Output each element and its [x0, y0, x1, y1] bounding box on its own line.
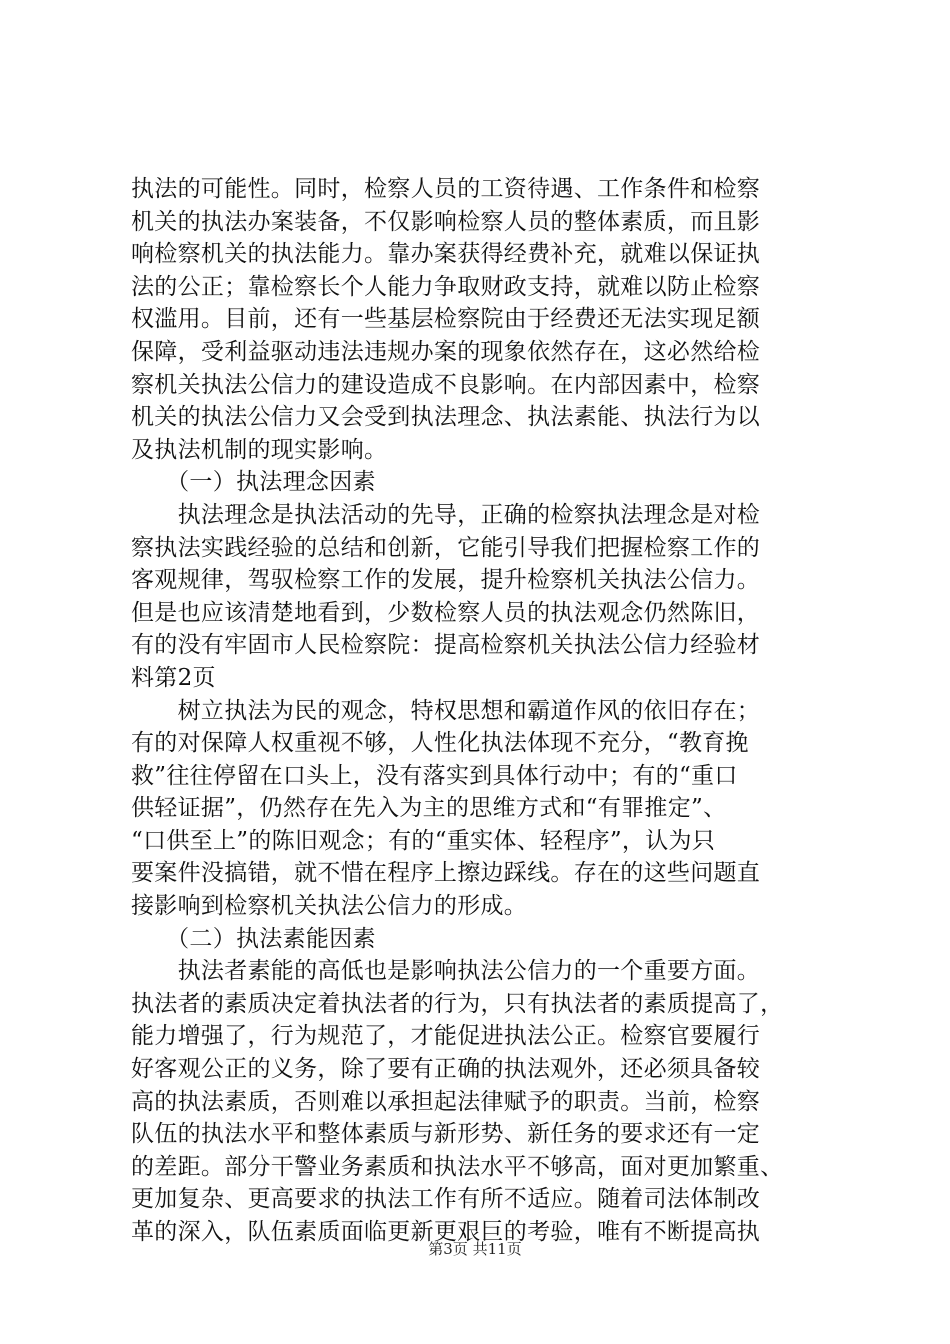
body-text [131, 173, 831, 1249]
text-line: 机关的执法办案装备，不仅影响检察人员的整体素质，而且影 [131, 208, 761, 235]
text-line: 有的对保障人权重视不够，人性化执法体现不充分，“教育挽 [131, 730, 749, 757]
text-line: （二）执法素能因素 [131, 925, 376, 952]
text-line: 革的深入，队伍素质面临更新更艰巨的考验，唯有不断提高执 [131, 1219, 761, 1245]
text-line: 接影响到检察机关执法公信力的形成。 [131, 893, 528, 920]
text-line: 的差距。部分干警业务素质和执法水平不够高，面对更加繁重、 [131, 1153, 784, 1180]
text-line: 有的没有牢固市人民检察院：提高检察机关执法公信力经验材 [131, 632, 761, 659]
text-line: “口供至上”的陈旧观念；有的“重实体、轻程序”，认为只 [131, 827, 716, 854]
text-line: 要案件没搞错，就不惜在程序上擦边踩线。存在的这些问题直 [131, 860, 761, 887]
text-line: 更加复杂、更高要求的执法工作有所不适应。随着司法体制改 [131, 1186, 761, 1213]
text-line: 树立执法为民的观念，特权思想和霸道作风的依旧存在； [131, 697, 761, 724]
text-line: 执法的可能性。同时，检察人员的工资待遇、工作条件和检察 [131, 176, 761, 202]
page-footer: 第3页 共11页 [428, 1240, 522, 1258]
text-line: 能力增强了，行为规范了，才能促进执法公正。检察官要履行 [131, 1023, 761, 1050]
text-line: 料第2页 [131, 664, 216, 691]
text-line: 执法理念是执法活动的先导，正确的检察执法理念是对检 [131, 501, 761, 528]
text-line: 队伍的执法水平和整体素质与新形势、新任务的要求还有一定 [131, 1121, 761, 1148]
text-line: 但是也应该清楚地看到，少数检察人员的执法观念仍然陈旧， [131, 599, 761, 626]
text-line: 法的公正；靠检察长个人能力争取财政支持，就难以防止检察 [131, 273, 761, 300]
text-line: 供轻证据”，仍然存在先入为主的思维方式和“有罪推定”、 [131, 795, 727, 822]
text-line: 保障，受利益驱动违法违规办案的现象依然存在，这必然给检 [131, 338, 761, 365]
text-line: 救”往往停留在口头上，没有落实到具体行动中；有的“重口 [131, 762, 738, 789]
text-line: 高的执法素质，否则难以承担起法律赋予的职责。当前，检察 [131, 1088, 761, 1115]
text-line: 执法者素能的高低也是影响执法公信力的一个重要方面。 [131, 958, 761, 985]
text-line: 察机关执法公信力的建设造成不良影响。在内部因素中，检察 [131, 371, 761, 398]
text-line: （一）执法理念因素 [131, 469, 376, 496]
text-line: 察执法实践经验的总结和创新，它能引导我们把握检察工作的 [131, 534, 761, 561]
text-line: 客观规律，驾驭检察工作的发展，提升检察机关执法公信力。 [131, 567, 761, 594]
text-line: 好客观公正的义务，除了要有正确的执法观外，还必须具备较 [131, 1056, 761, 1083]
text-line: 执法者的素质决定着执法者的行为，只有执法者的素质提高了， [131, 990, 784, 1017]
text-line: 及执法机制的现实影响。 [131, 436, 388, 463]
text-line: 响检察机关的执法能力。靠办案获得经费补充，就难以保证执 [131, 241, 761, 268]
text-line: 机关的执法公信力又会受到执法理念、执法素能、执法行为以 [131, 404, 761, 431]
text-line: 权滥用。目前，还有一些基层检察院由于经费还无法实现足额 [131, 306, 761, 333]
